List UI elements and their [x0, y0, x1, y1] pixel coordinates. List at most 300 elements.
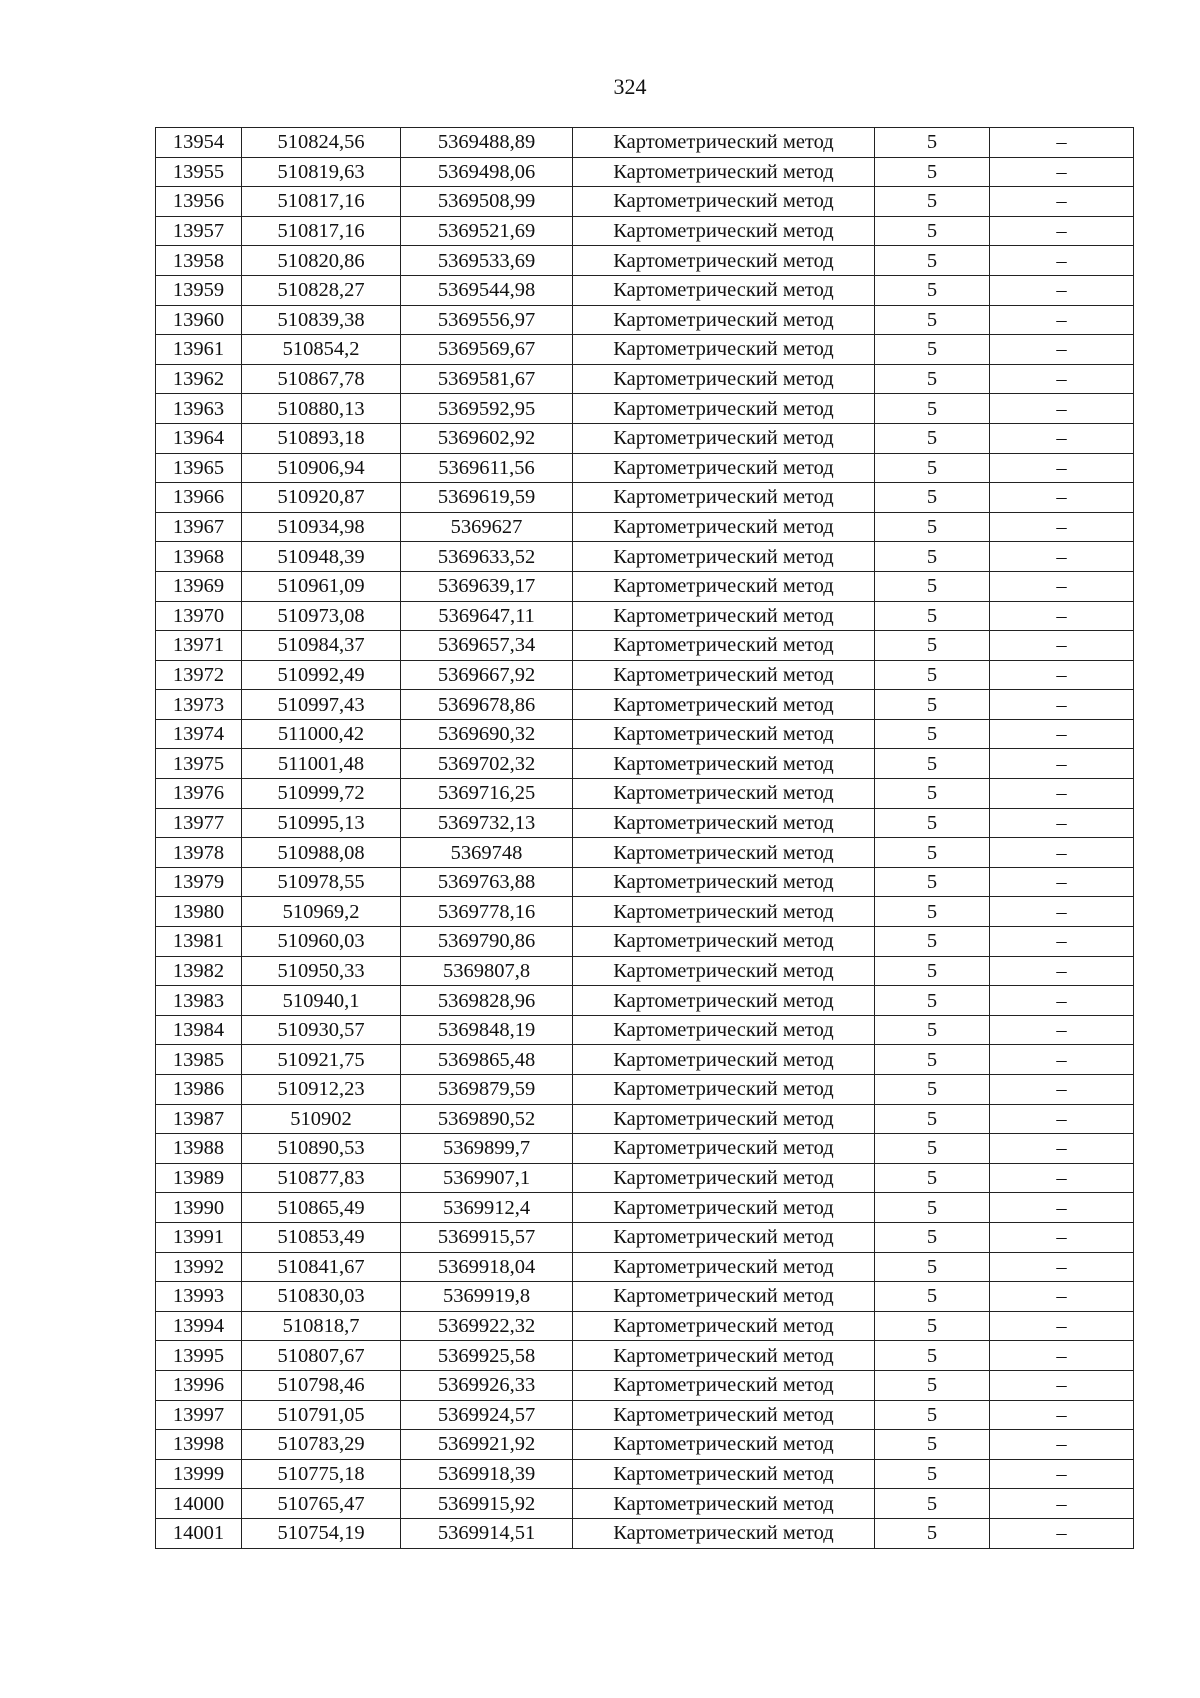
table-row	[156, 719, 1134, 749]
accuracy-cell: 5	[875, 483, 990, 513]
x-coordinate-cell: 510948,39	[242, 542, 401, 572]
y-coordinate-cell: 5369890,52	[401, 1104, 573, 1134]
x-coordinate-cell: 510934,98	[242, 512, 401, 542]
y-coordinate-cell: 5369763,88	[401, 867, 573, 897]
method-cell: Картометрический метод	[573, 1518, 875, 1548]
table-row	[156, 423, 1134, 453]
x-coordinate-cell: 510818,7	[242, 1311, 401, 1341]
y-coordinate-cell: 5369521,69	[401, 216, 573, 246]
coordinates-table-body	[156, 128, 1134, 1549]
x-coordinate-cell: 510912,23	[242, 1075, 401, 1105]
y-coordinate-cell: 5369488,89	[401, 128, 573, 158]
accuracy-cell: 5	[875, 631, 990, 661]
accuracy-cell: 5	[875, 867, 990, 897]
accuracy-cell: 5	[875, 1075, 990, 1105]
x-coordinate-cell: 510961,09	[242, 571, 401, 601]
y-coordinate-cell: 5369915,92	[401, 1489, 573, 1519]
note-cell: –	[990, 1193, 1134, 1223]
note-cell: –	[990, 660, 1134, 690]
accuracy-cell: 5	[875, 1459, 990, 1489]
point-number-cell: 13989	[156, 1163, 242, 1193]
y-coordinate-cell: 5369657,34	[401, 631, 573, 661]
note-cell: –	[990, 128, 1134, 158]
point-number-cell: 13985	[156, 1045, 242, 1075]
y-coordinate-cell: 5369778,16	[401, 897, 573, 927]
x-coordinate-cell: 510791,05	[242, 1400, 401, 1430]
point-number-cell: 13995	[156, 1341, 242, 1371]
table-row	[156, 216, 1134, 246]
table-row	[156, 187, 1134, 217]
accuracy-cell: 5	[875, 1311, 990, 1341]
x-coordinate-cell: 510920,87	[242, 483, 401, 513]
x-coordinate-cell: 510798,46	[242, 1370, 401, 1400]
table-row	[156, 335, 1134, 365]
note-cell: –	[990, 1222, 1134, 1252]
accuracy-cell: 5	[875, 542, 990, 572]
note-cell: –	[990, 1400, 1134, 1430]
note-cell: –	[990, 1489, 1134, 1519]
point-number-cell: 13964	[156, 423, 242, 453]
accuracy-cell: 5	[875, 1045, 990, 1075]
method-cell: Картометрический метод	[573, 571, 875, 601]
x-coordinate-cell: 510999,72	[242, 779, 401, 809]
accuracy-cell: 5	[875, 1489, 990, 1519]
accuracy-cell: 5	[875, 275, 990, 305]
x-coordinate-cell: 510984,37	[242, 631, 401, 661]
table-row	[156, 660, 1134, 690]
table-row	[156, 986, 1134, 1016]
x-coordinate-cell: 510940,1	[242, 986, 401, 1016]
accuracy-cell: 5	[875, 1104, 990, 1134]
y-coordinate-cell: 5369914,51	[401, 1518, 573, 1548]
point-number-cell: 13994	[156, 1311, 242, 1341]
y-coordinate-cell: 5369498,06	[401, 157, 573, 187]
x-coordinate-cell: 510973,08	[242, 601, 401, 631]
accuracy-cell: 5	[875, 986, 990, 1016]
method-cell: Картометрический метод	[573, 128, 875, 158]
table-row	[156, 690, 1134, 720]
y-coordinate-cell: 5369544,98	[401, 275, 573, 305]
method-cell: Картометрический метод	[573, 512, 875, 542]
note-cell: –	[990, 483, 1134, 513]
y-coordinate-cell: 5369533,69	[401, 246, 573, 276]
table-row	[156, 512, 1134, 542]
note-cell: –	[990, 1518, 1134, 1548]
point-number-cell: 13982	[156, 956, 242, 986]
method-cell: Картометрический метод	[573, 305, 875, 335]
x-coordinate-cell: 510853,49	[242, 1222, 401, 1252]
accuracy-cell: 5	[875, 157, 990, 187]
table-row	[156, 956, 1134, 986]
method-cell: Картометрический метод	[573, 986, 875, 1016]
table-row	[156, 542, 1134, 572]
point-number-cell: 13983	[156, 986, 242, 1016]
accuracy-cell: 5	[875, 1252, 990, 1282]
note-cell: –	[990, 1252, 1134, 1282]
note-cell: –	[990, 187, 1134, 217]
method-cell: Картометрический метод	[573, 1489, 875, 1519]
accuracy-cell: 5	[875, 246, 990, 276]
table-row	[156, 1104, 1134, 1134]
x-coordinate-cell: 510839,38	[242, 305, 401, 335]
table-row	[156, 779, 1134, 809]
method-cell: Картометрический метод	[573, 808, 875, 838]
y-coordinate-cell: 5369879,59	[401, 1075, 573, 1105]
method-cell: Картометрический метод	[573, 1252, 875, 1282]
x-coordinate-cell: 510960,03	[242, 927, 401, 957]
y-coordinate-cell: 5369926,33	[401, 1370, 573, 1400]
point-number-cell: 13981	[156, 927, 242, 957]
point-number-cell: 13955	[156, 157, 242, 187]
note-cell: –	[990, 927, 1134, 957]
method-cell: Картометрический метод	[573, 157, 875, 187]
table-row	[156, 927, 1134, 957]
point-number-cell: 13999	[156, 1459, 242, 1489]
note-cell: –	[990, 275, 1134, 305]
x-coordinate-cell: 510765,47	[242, 1489, 401, 1519]
x-coordinate-cell: 510865,49	[242, 1193, 401, 1223]
accuracy-cell: 5	[875, 1430, 990, 1460]
x-coordinate-cell: 511001,48	[242, 749, 401, 779]
x-coordinate-cell: 510880,13	[242, 394, 401, 424]
x-coordinate-cell: 510921,75	[242, 1045, 401, 1075]
method-cell: Картометрический метод	[573, 453, 875, 483]
method-cell: Картометрический метод	[573, 719, 875, 749]
table-row	[156, 601, 1134, 631]
y-coordinate-cell: 5369748	[401, 838, 573, 868]
table-row	[156, 1075, 1134, 1105]
table-row	[156, 1400, 1134, 1430]
y-coordinate-cell: 5369790,86	[401, 927, 573, 957]
table-row	[156, 1045, 1134, 1075]
point-number-cell: 13990	[156, 1193, 242, 1223]
x-coordinate-cell: 510830,03	[242, 1282, 401, 1312]
y-coordinate-cell: 5369918,39	[401, 1459, 573, 1489]
table-row	[156, 157, 1134, 187]
method-cell: Картометрический метод	[573, 927, 875, 957]
x-coordinate-cell: 510997,43	[242, 690, 401, 720]
point-number-cell: 13967	[156, 512, 242, 542]
method-cell: Картометрический метод	[573, 187, 875, 217]
note-cell: –	[990, 838, 1134, 868]
point-number-cell: 13978	[156, 838, 242, 868]
method-cell: Картометрический метод	[573, 1311, 875, 1341]
y-coordinate-cell: 5369627	[401, 512, 573, 542]
table-row	[156, 838, 1134, 868]
note-cell: –	[990, 1311, 1134, 1341]
accuracy-cell: 5	[875, 187, 990, 217]
method-cell: Картометрический метод	[573, 1459, 875, 1489]
note-cell: –	[990, 690, 1134, 720]
x-coordinate-cell: 510817,16	[242, 216, 401, 246]
note-cell: –	[990, 1430, 1134, 1460]
table-row	[156, 246, 1134, 276]
accuracy-cell: 5	[875, 394, 990, 424]
point-number-cell: 13956	[156, 187, 242, 217]
table-row	[156, 571, 1134, 601]
point-number-cell: 13984	[156, 1015, 242, 1045]
accuracy-cell: 5	[875, 128, 990, 158]
y-coordinate-cell: 5369508,99	[401, 187, 573, 217]
note-cell: –	[990, 986, 1134, 1016]
method-cell: Картометрический метод	[573, 1282, 875, 1312]
table-row	[156, 1430, 1134, 1460]
y-coordinate-cell: 5369918,04	[401, 1252, 573, 1282]
point-number-cell: 13986	[156, 1075, 242, 1105]
point-number-cell: 13963	[156, 394, 242, 424]
point-number-cell: 13970	[156, 601, 242, 631]
y-coordinate-cell: 5369865,48	[401, 1045, 573, 1075]
y-coordinate-cell: 5369922,32	[401, 1311, 573, 1341]
method-cell: Картометрический метод	[573, 779, 875, 809]
x-coordinate-cell: 510820,86	[242, 246, 401, 276]
accuracy-cell: 5	[875, 838, 990, 868]
y-coordinate-cell: 5369912,4	[401, 1193, 573, 1223]
method-cell: Картометрический метод	[573, 631, 875, 661]
table-row	[156, 631, 1134, 661]
table-row	[156, 1489, 1134, 1519]
method-cell: Картометрический метод	[573, 1134, 875, 1164]
note-cell: –	[990, 1134, 1134, 1164]
table-row	[156, 1222, 1134, 1252]
method-cell: Картометрический метод	[573, 216, 875, 246]
y-coordinate-cell: 5369925,58	[401, 1341, 573, 1371]
accuracy-cell: 5	[875, 719, 990, 749]
y-coordinate-cell: 5369907,1	[401, 1163, 573, 1193]
y-coordinate-cell: 5369647,11	[401, 601, 573, 631]
note-cell: –	[990, 779, 1134, 809]
y-coordinate-cell: 5369919,8	[401, 1282, 573, 1312]
y-coordinate-cell: 5369690,32	[401, 719, 573, 749]
point-number-cell: 13973	[156, 690, 242, 720]
note-cell: –	[990, 867, 1134, 897]
x-coordinate-cell: 510992,49	[242, 660, 401, 690]
method-cell: Картометрический метод	[573, 394, 875, 424]
note-cell: –	[990, 1370, 1134, 1400]
y-coordinate-cell: 5369921,92	[401, 1430, 573, 1460]
table-row	[156, 1193, 1134, 1223]
table-row	[156, 1282, 1134, 1312]
point-number-cell: 13972	[156, 660, 242, 690]
table-row	[156, 128, 1134, 158]
accuracy-cell: 5	[875, 1341, 990, 1371]
method-cell: Картометрический метод	[573, 1430, 875, 1460]
method-cell: Картометрический метод	[573, 1075, 875, 1105]
x-coordinate-cell: 510969,2	[242, 897, 401, 927]
method-cell: Картометрический метод	[573, 364, 875, 394]
point-number-cell: 13954	[156, 128, 242, 158]
method-cell: Картометрический метод	[573, 897, 875, 927]
point-number-cell: 13974	[156, 719, 242, 749]
method-cell: Картометрический метод	[573, 483, 875, 513]
accuracy-cell: 5	[875, 1163, 990, 1193]
method-cell: Картометрический метод	[573, 690, 875, 720]
point-number-cell: 13992	[156, 1252, 242, 1282]
note-cell: –	[990, 542, 1134, 572]
accuracy-cell: 5	[875, 808, 990, 838]
table-row	[156, 1252, 1134, 1282]
accuracy-cell: 5	[875, 1370, 990, 1400]
y-coordinate-cell: 5369828,96	[401, 986, 573, 1016]
note-cell: –	[990, 1104, 1134, 1134]
method-cell: Картометрический метод	[573, 838, 875, 868]
y-coordinate-cell: 5369702,32	[401, 749, 573, 779]
table-row	[156, 453, 1134, 483]
x-coordinate-cell: 510841,67	[242, 1252, 401, 1282]
accuracy-cell: 5	[875, 1015, 990, 1045]
point-number-cell: 13975	[156, 749, 242, 779]
accuracy-cell: 5	[875, 1222, 990, 1252]
note-cell: –	[990, 335, 1134, 365]
method-cell: Картометрический метод	[573, 601, 875, 631]
point-number-cell: 13993	[156, 1282, 242, 1312]
x-coordinate-cell: 510950,33	[242, 956, 401, 986]
coordinates-table	[155, 127, 1134, 1549]
table-row	[156, 364, 1134, 394]
y-coordinate-cell: 5369611,56	[401, 453, 573, 483]
point-number-cell: 13998	[156, 1430, 242, 1460]
x-coordinate-cell: 510754,19	[242, 1518, 401, 1548]
x-coordinate-cell: 510828,27	[242, 275, 401, 305]
point-number-cell: 14000	[156, 1489, 242, 1519]
point-number-cell: 13997	[156, 1400, 242, 1430]
y-coordinate-cell: 5369807,8	[401, 956, 573, 986]
point-number-cell: 13958	[156, 246, 242, 276]
x-coordinate-cell: 510867,78	[242, 364, 401, 394]
note-cell: –	[990, 897, 1134, 927]
point-number-cell: 13996	[156, 1370, 242, 1400]
accuracy-cell: 5	[875, 1193, 990, 1223]
x-coordinate-cell: 510978,55	[242, 867, 401, 897]
x-coordinate-cell: 510890,53	[242, 1134, 401, 1164]
accuracy-cell: 5	[875, 512, 990, 542]
x-coordinate-cell: 510988,08	[242, 838, 401, 868]
note-cell: –	[990, 453, 1134, 483]
x-coordinate-cell: 510817,16	[242, 187, 401, 217]
y-coordinate-cell: 5369732,13	[401, 808, 573, 838]
y-coordinate-cell: 5369678,86	[401, 690, 573, 720]
note-cell: –	[990, 1341, 1134, 1371]
accuracy-cell: 5	[875, 690, 990, 720]
accuracy-cell: 5	[875, 1282, 990, 1312]
y-coordinate-cell: 5369848,19	[401, 1015, 573, 1045]
note-cell: –	[990, 631, 1134, 661]
table-row	[156, 1459, 1134, 1489]
table-row	[156, 305, 1134, 335]
x-coordinate-cell: 510995,13	[242, 808, 401, 838]
x-coordinate-cell: 510807,67	[242, 1341, 401, 1371]
note-cell: –	[990, 956, 1134, 986]
point-number-cell: 13962	[156, 364, 242, 394]
y-coordinate-cell: 5369592,95	[401, 394, 573, 424]
y-coordinate-cell: 5369602,92	[401, 423, 573, 453]
point-number-cell: 13976	[156, 779, 242, 809]
method-cell: Картометрический метод	[573, 1045, 875, 1075]
y-coordinate-cell: 5369633,52	[401, 542, 573, 572]
table-row	[156, 749, 1134, 779]
accuracy-cell: 5	[875, 423, 990, 453]
point-number-cell: 13977	[156, 808, 242, 838]
method-cell: Картометрический метод	[573, 1341, 875, 1371]
x-coordinate-cell: 510854,2	[242, 335, 401, 365]
accuracy-cell: 5	[875, 571, 990, 601]
accuracy-cell: 5	[875, 779, 990, 809]
method-cell: Картометрический метод	[573, 542, 875, 572]
accuracy-cell: 5	[875, 1518, 990, 1548]
note-cell: –	[990, 808, 1134, 838]
y-coordinate-cell: 5369569,67	[401, 335, 573, 365]
table-row	[156, 1370, 1134, 1400]
note-cell: –	[990, 305, 1134, 335]
page-number: 324	[613, 74, 647, 99]
accuracy-cell: 5	[875, 335, 990, 365]
method-cell: Картометрический метод	[573, 1370, 875, 1400]
point-number-cell: 13988	[156, 1134, 242, 1164]
table-row	[156, 808, 1134, 838]
note-cell: –	[990, 394, 1134, 424]
accuracy-cell: 5	[875, 453, 990, 483]
note-cell: –	[990, 1015, 1134, 1045]
y-coordinate-cell: 5369667,92	[401, 660, 573, 690]
point-number-cell: 13979	[156, 867, 242, 897]
method-cell: Картометрический метод	[573, 1104, 875, 1134]
x-coordinate-cell: 510877,83	[242, 1163, 401, 1193]
method-cell: Картометрический метод	[573, 660, 875, 690]
x-coordinate-cell: 511000,42	[242, 719, 401, 749]
method-cell: Картометрический метод	[573, 1193, 875, 1223]
y-coordinate-cell: 5369619,59	[401, 483, 573, 513]
note-cell: –	[990, 1459, 1134, 1489]
method-cell: Картометрический метод	[573, 1015, 875, 1045]
note-cell: –	[990, 512, 1134, 542]
point-number-cell: 13960	[156, 305, 242, 335]
note-cell: –	[990, 216, 1134, 246]
note-cell: –	[990, 1163, 1134, 1193]
accuracy-cell: 5	[875, 364, 990, 394]
x-coordinate-cell: 510775,18	[242, 1459, 401, 1489]
method-cell: Картометрический метод	[573, 1222, 875, 1252]
table-row	[156, 1134, 1134, 1164]
note-cell: –	[990, 364, 1134, 394]
point-number-cell: 13957	[156, 216, 242, 246]
note-cell: –	[990, 1075, 1134, 1105]
table-row	[156, 897, 1134, 927]
table-row	[156, 275, 1134, 305]
accuracy-cell: 5	[875, 660, 990, 690]
point-number-cell: 13971	[156, 631, 242, 661]
x-coordinate-cell: 510906,94	[242, 453, 401, 483]
accuracy-cell: 5	[875, 927, 990, 957]
table-row	[156, 1015, 1134, 1045]
y-coordinate-cell: 5369915,57	[401, 1222, 573, 1252]
note-cell: –	[990, 1045, 1134, 1075]
point-number-cell: 13961	[156, 335, 242, 365]
note-cell: –	[990, 601, 1134, 631]
note-cell: –	[990, 246, 1134, 276]
method-cell: Картометрический метод	[573, 335, 875, 365]
point-number-cell: 13966	[156, 483, 242, 513]
x-coordinate-cell: 510819,63	[242, 157, 401, 187]
y-coordinate-cell: 5369716,25	[401, 779, 573, 809]
point-number-cell: 13980	[156, 897, 242, 927]
y-coordinate-cell: 5369639,17	[401, 571, 573, 601]
method-cell: Картометрический метод	[573, 749, 875, 779]
accuracy-cell: 5	[875, 601, 990, 631]
point-number-cell: 13968	[156, 542, 242, 572]
table-row	[156, 483, 1134, 513]
y-coordinate-cell: 5369556,97	[401, 305, 573, 335]
method-cell: Картометрический метод	[573, 246, 875, 276]
